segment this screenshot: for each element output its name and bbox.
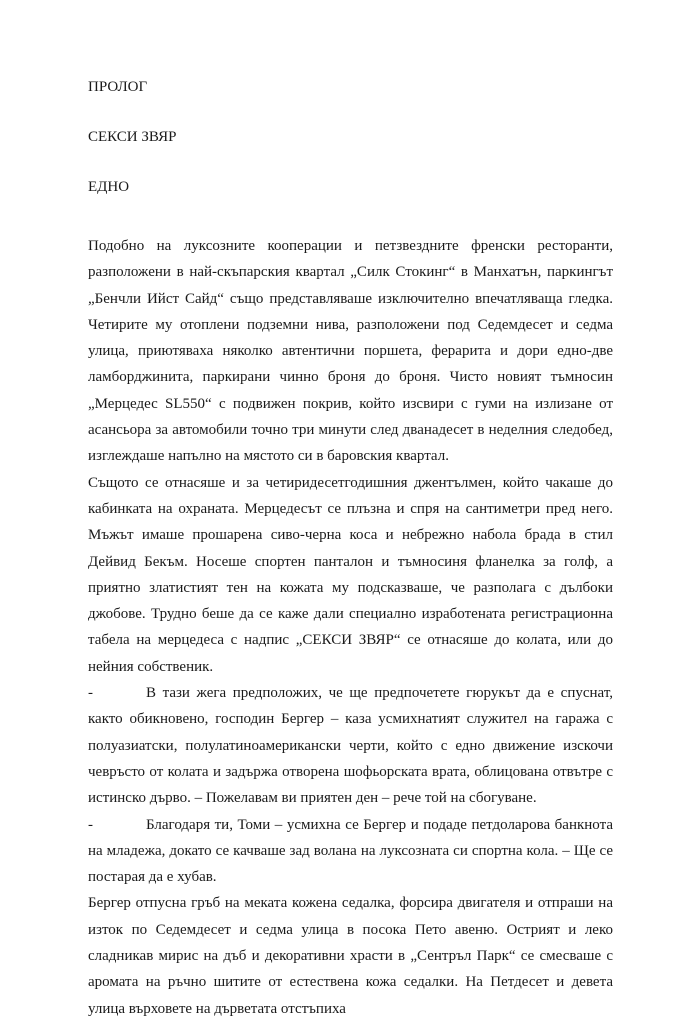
prologue-heading: ПРОЛОГ — [88, 79, 148, 95]
part-title-heading: СЕКСИ ЗВЯР — [88, 129, 177, 145]
dialogue-2 — [88, 812, 613, 891]
document-page — [88, 76, 613, 1022]
dialogue-text: Благодаря ти, Томи – усмихна се Бергер и подаде петдоларова банкнота на младежа, докато се качваше зад волана на луксозната си спортна кола. – Ще се постарая да е хубав. — [88, 816, 613, 886]
paragraph-1: Подобно на луксозните кооперации и петзвездните френски ресторанти, разположени в най-скъпарския квартал „Силк Стокинг“ в Манхатън, паркингът „Бенчли Ийст Сайд“ също представляваше изключително впечатляваща гледка. Четирите му отоплени подземни нива, разположени под Седемдесет и седма улица, приютяваха няколко автентични поршета, ферарита и дори едно-две ламборджинита, паркирани чинно броня до броня. Чисто новият тъмносин „Мерцедес SL550“ с подвижен покрив, който изсвири с гуми на излизане от асансьора за автомобили точно три минути след дванадесет в неделния следобед, изглеждаше напълно на мястото си в баровския квартал. — [88, 238, 613, 465]
paragraph-3: Бергер отпусна гръб на меката кожена седалка, форсира двигателя и отпраши на изток по Седемдесет и седма улица в посока Пето авеню. Острият и леко сладникав мирис на дъб и декоративни храсти в „Сентръл Парк“ се смесваше с аромата на ръчно шитите от естествена кожа седалки. На Петдесет и девета улица върховете на дърветата отстъпиха — [88, 895, 613, 1017]
dialogue-dash: - — [88, 685, 93, 702]
dialogue-1 — [88, 680, 613, 811]
dialogue-dash: - — [88, 816, 93, 833]
paragraph-2: Същото се отнасяше и за четиридесетгодишния джентълмен, който чакаше до кабинката на охраната. Мерцедесът се плъзна и спря на сантиметри пред него. Мъжът имаше прошарена сиво-черна коса и небрежно набола брада в стил Дейвид Бекъм. Носеше спортен панталон и тъмносиня фланелка за голф, а приятно златистият тен на кожата му подсказваше, че разполага с дълбоки джобове. Трудно беше да се каже дали специално изработената регистрационна табела на мерцедеса с надпис „СЕКСИ ЗВЯР“ се отнасяше до колата, или до нейния собственик. — [88, 474, 613, 675]
chapter-heading: ЕДНО — [88, 179, 130, 195]
document-body — [88, 233, 613, 1022]
dialogue-text: В тази жега предположих, че ще предпочетете гюрукът да е спуснат, както обикновено, господин Бергер – каза усмихнатият служител на гаража с полуазиатски, полулатиноамерикански черти, който с едно движение изскочи чевръсто от колата и задържа отворена шофьорската врата, облицована отвътре с истинско дърво. – Пожелавам ви приятен ден – рече той на сбогуване. — [88, 685, 613, 807]
